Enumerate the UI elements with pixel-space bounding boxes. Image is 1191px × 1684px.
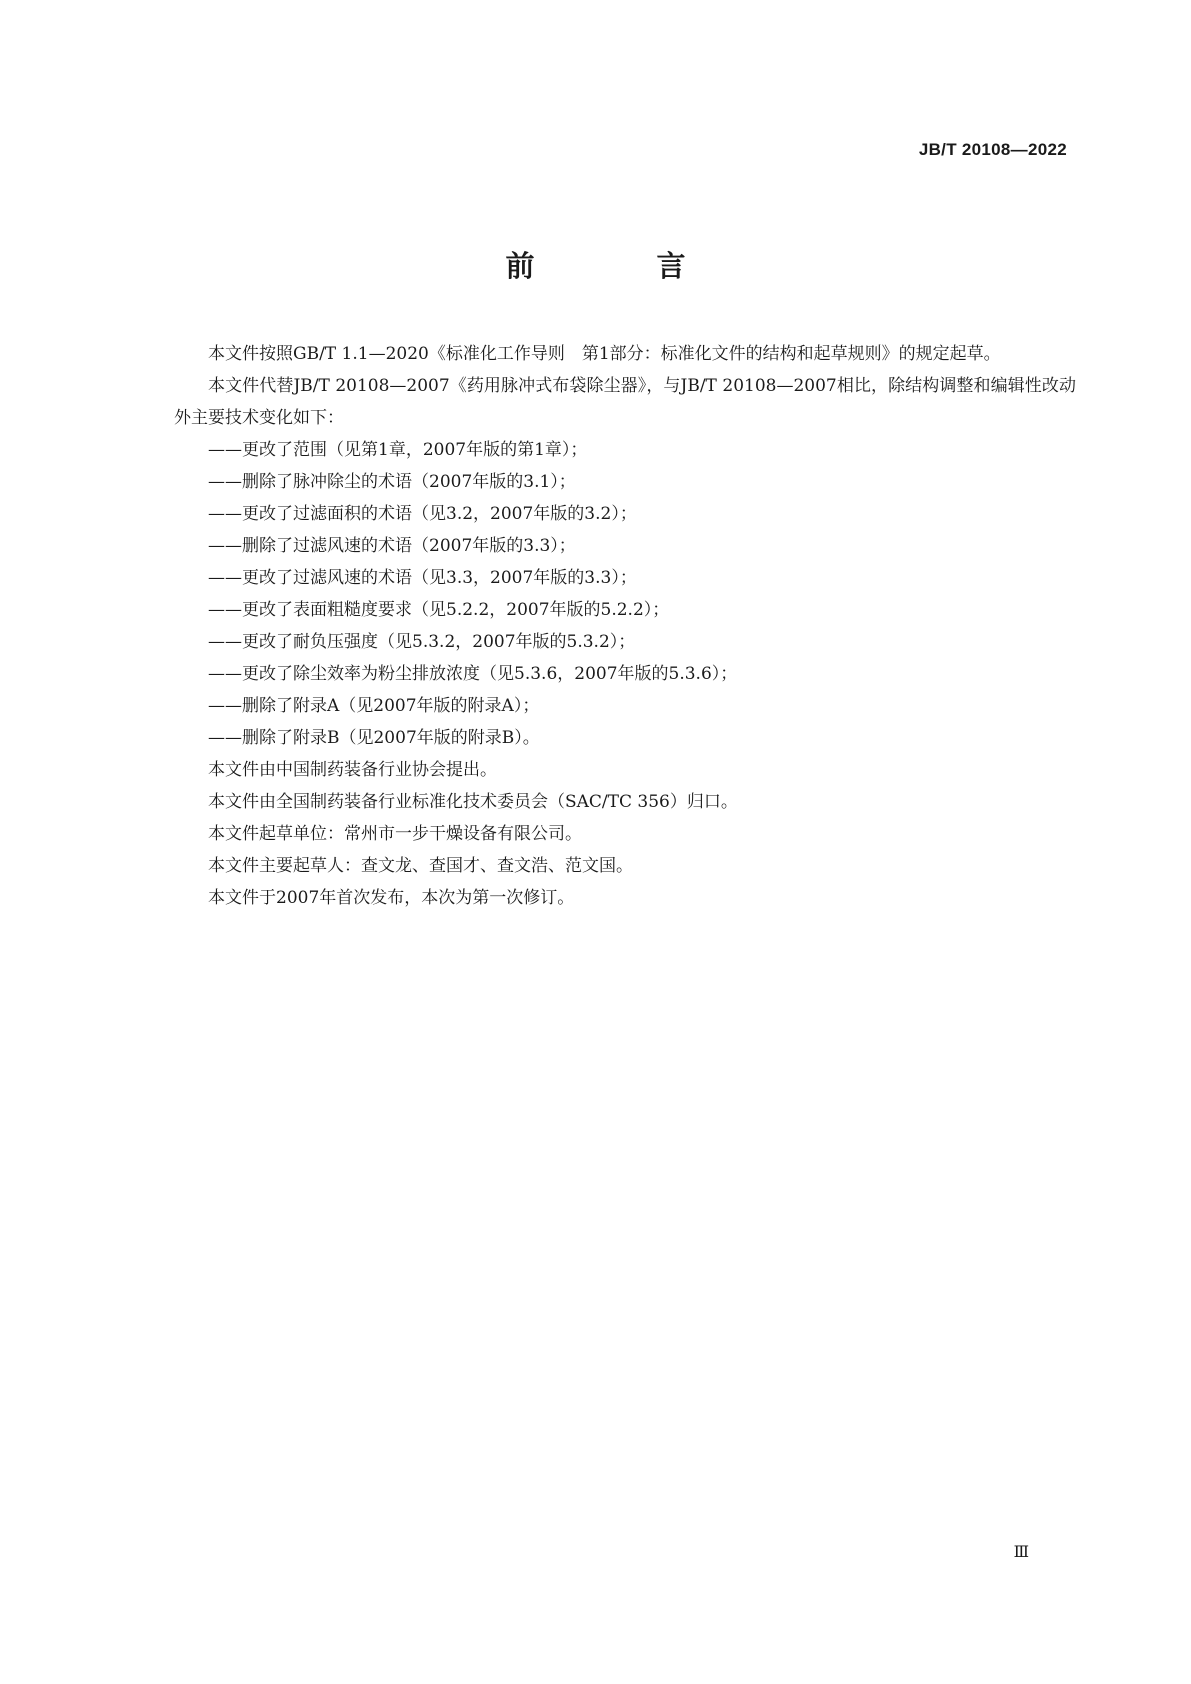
change-item: ——更改了表面粗糙度要求（见5.2.2，2007年版的5.2.2）； [208,600,670,620]
change-item: ——删除了附录B（见2007年版的附录B）。 [208,728,540,748]
change-item: ——更改了耐负压强度（见5.3.2，2007年版的5.3.2）； [208,632,636,652]
paragraph-drafting-basis: 本文件按照GB/T 1.1—2020《标准化工作导则 第1部分：标准化文件的结构和起草规则》的规定起草。 [208,344,1001,364]
change-item: ——更改了范围（见第1章，2007年版的第1章）； [208,440,588,460]
paragraph-proposer: 本文件由中国制药装备行业协会提出。 [208,760,497,780]
change-item: ——删除了过滤风速的术语（2007年版的3.3）； [208,536,576,556]
document-body [174,338,1076,914]
standard-code: JB/T 20108—2022 [918,140,1067,159]
page-number: Ⅲ [1013,1542,1029,1561]
change-item: ——删除了脉冲除尘的术语（2007年版的3.1）； [208,472,576,492]
paragraph-replacement-note: 本文件代替JB/T 20108—2007《药用脉冲式布袋除尘器》，与JB/T 20108—2007相比，除结构调整和编辑性改动外主要技术变化如下： [174,376,1076,428]
page-title: 前 言 [505,249,742,283]
change-item: ——更改了过滤风速的术语（见3.3，2007年版的3.3）； [208,568,637,588]
change-item: ——更改了除尘效率为粉尘排放浓度（见5.3.6，2007年版的5.3.6）； [208,664,738,684]
paragraph-drafting-unit: 本文件起草单位：常州市一步干燥设备有限公司。 [208,824,582,844]
change-item: ——更改了过滤面积的术语（见3.2，2007年版的3.2）； [208,504,637,524]
change-item: ——删除了附录A（见2007年版的附录A）； [208,696,540,716]
paragraph-committee: 本文件由全国制药装备行业标准化技术委员会（SAC/TC 356）归口。 [208,792,738,812]
paragraph-history: 本文件于2007年首次发布，本次为第一次修订。 [208,888,575,908]
paragraph-drafters: 本文件主要起草人：查文龙、查国才、查文浩、范文国。 [208,856,633,876]
